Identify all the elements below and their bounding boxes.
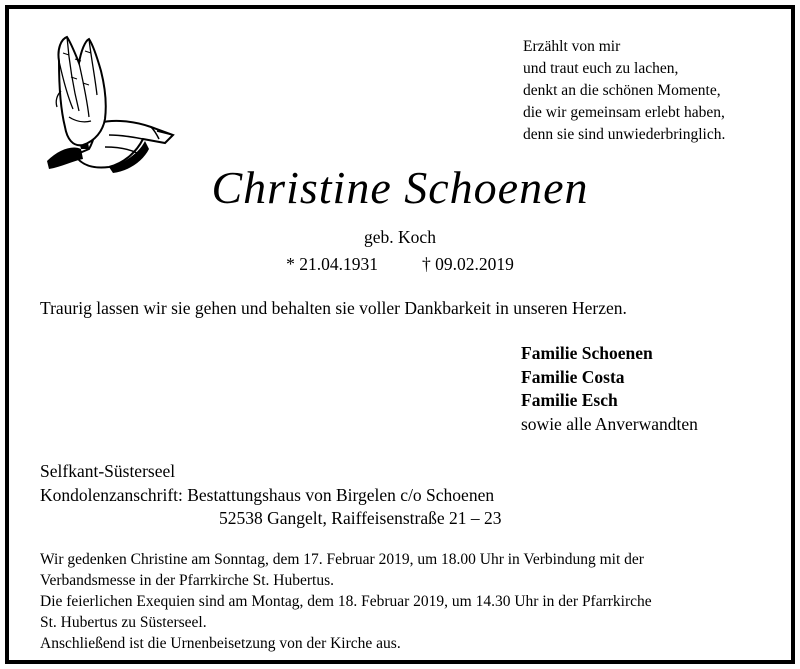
birth-date: * 21.04.1931: [286, 254, 378, 274]
poem-line: denkt an die schönen Momente,: [523, 82, 721, 99]
mourner-family: Familie Esch: [521, 390, 618, 410]
service-line: Anschließend ist die Urnenbeisetzung von der Kirche aus.: [40, 635, 401, 652]
death-date: † 09.02.2019: [422, 254, 514, 274]
poem-line: und traut euch zu lachen,: [523, 60, 679, 77]
service-info: [40, 549, 652, 654]
dedication-text: Traurig lassen wir sie gehen und behalten sie voller Dankbarkeit in unseren Herzen.: [40, 298, 627, 318]
mourner-family: Familie Costa: [521, 366, 625, 387]
life-dates: [9, 254, 791, 275]
maiden-name: geb. Koch: [364, 227, 436, 247]
poem-line: die wir gemeinsam erlebt haben,: [523, 104, 725, 121]
deceased-name: Christine Schoenen: [211, 162, 589, 213]
service-line: Verbandsmesse in der Pfarrkirche St. Hubertus.: [40, 572, 334, 589]
service-line: Wir gedenken Christine am Sonntag, dem 17. Februar 2019, um 18.00 Uhr in Verbindung mit der: [40, 551, 644, 568]
obituary-card: [5, 5, 795, 664]
mourner-family: Familie Schoenen: [521, 343, 653, 363]
poem-line: denn sie sind unwiederbringlich.: [523, 126, 726, 143]
place-name: Selfkant-Süsterseel: [40, 461, 176, 481]
condolence-address-street: 52538 Gangelt, Raiffeisenstraße 21 – 23: [219, 508, 502, 528]
mourner-relatives: sowie alle Anverwandten: [521, 413, 698, 434]
mourners-list: [521, 342, 698, 436]
poem-line: Erzählt von mir: [523, 38, 621, 55]
poem-verse: [523, 36, 725, 146]
address-block: [40, 460, 502, 531]
condolence-address: Kondolenzanschrift: Bestattungshaus von Birgelen c/o Schoenen: [40, 484, 495, 505]
service-line: St. Hubertus zu Süsterseel.: [40, 614, 207, 631]
praying-hands-icon: [39, 31, 179, 179]
service-line: Die feierlichen Exequien sind am Montag, dem 18. Februar 2019, um 14.30 Uhr in der Pfarrkirche: [40, 593, 652, 610]
